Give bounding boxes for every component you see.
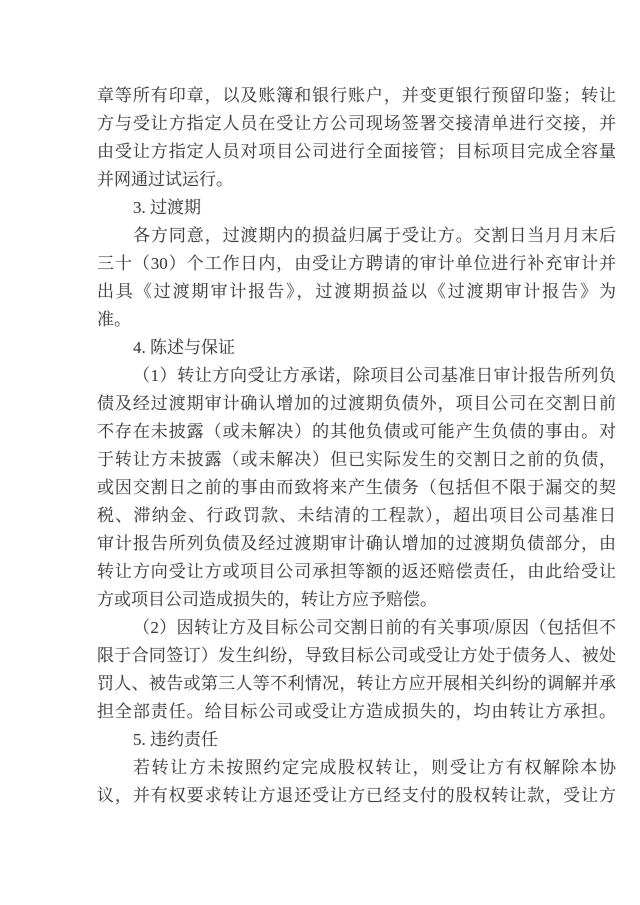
paragraph-line: 审计报告所列负债及经过渡期审计确认增加的过渡期负债部分，由: [97, 534, 616, 553]
paragraph-line: 三十（30）个工作日内，由受让方聘请的审计单位进行补充审计并: [97, 254, 616, 273]
paragraph-line: 各方同意，过渡期内的损益归属于受让方。交割日当月月末后: [133, 226, 616, 245]
section-heading-line: 4. 陈述与保证: [133, 338, 235, 357]
paragraph-line: 议，并有权要求转让方退还受让方已经支付的股权转让款，受让方: [97, 786, 616, 805]
paragraph-line: 债及经过渡期审计确认增加的过渡期负债外，项目公司在交割日前: [97, 394, 616, 413]
paragraph-line: 由受让方指定人员对项目公司进行全面接管；目标项目完成全容量: [97, 142, 616, 161]
paragraph-line: （1）转让方向受让方承诺，除项目公司基准日审计报告所列负: [133, 366, 616, 385]
paragraph-line: 罚人、被告或第三人等不利情况，转让方应开展相关纠纷的调解并承: [97, 674, 616, 693]
section-heading-line: 5. 违约责任: [133, 730, 218, 749]
section-heading-line: 3. 过渡期: [133, 198, 201, 217]
paragraph-line: 或因交割日之前的事由而致将来产生债务（包括但不限于漏交的契: [97, 478, 616, 497]
paragraph-line: 于转让方未披露（或未解决）但已实际发生的交割日之前的负债，: [97, 450, 616, 469]
paragraph-line: 转让方向受让方或项目公司承担等额的返还赔偿责任，由此给受让: [97, 562, 616, 581]
paragraph-line: 准。: [97, 310, 131, 329]
paragraph-line: 担全部责任。给目标公司或受让方造成损失的，均由转让方承担。: [97, 702, 616, 721]
paragraph-line: 不存在未披露（或未解决）的其他负债或可能产生负债的事由。对: [97, 422, 616, 441]
paragraph-line: （2）因转让方及目标公司交割日前的有关事项/原因（包括但不: [133, 618, 616, 637]
contract-text-block: [97, 82, 616, 810]
paragraph-line: 若转让方未按照约定完成股权转让，则受让方有权解除本协: [133, 758, 616, 777]
paragraph-line: 出具《过渡期审计报告》，过渡期损益以《过渡期审计报告》为: [97, 282, 616, 301]
paragraph-line: 方或项目公司造成损失的，转让方应予赔偿。: [97, 590, 437, 609]
paragraph-line: 方与受让方指定人员在受让方公司现场签署交接清单进行交接，并: [97, 114, 616, 133]
paragraph-line: 章等所有印章，以及账簿和银行账户，并变更银行预留印鉴；转让: [97, 86, 616, 105]
paragraph-line: 并网通过试运行。: [97, 170, 233, 189]
paragraph-line: 税、滞纳金、行政罚款、未结清的工程款），超出项目公司基准日: [97, 506, 616, 525]
paragraph-line: 限于合同签订）发生纠纷，导致目标公司或受让方处于债务人、被处: [97, 646, 616, 665]
